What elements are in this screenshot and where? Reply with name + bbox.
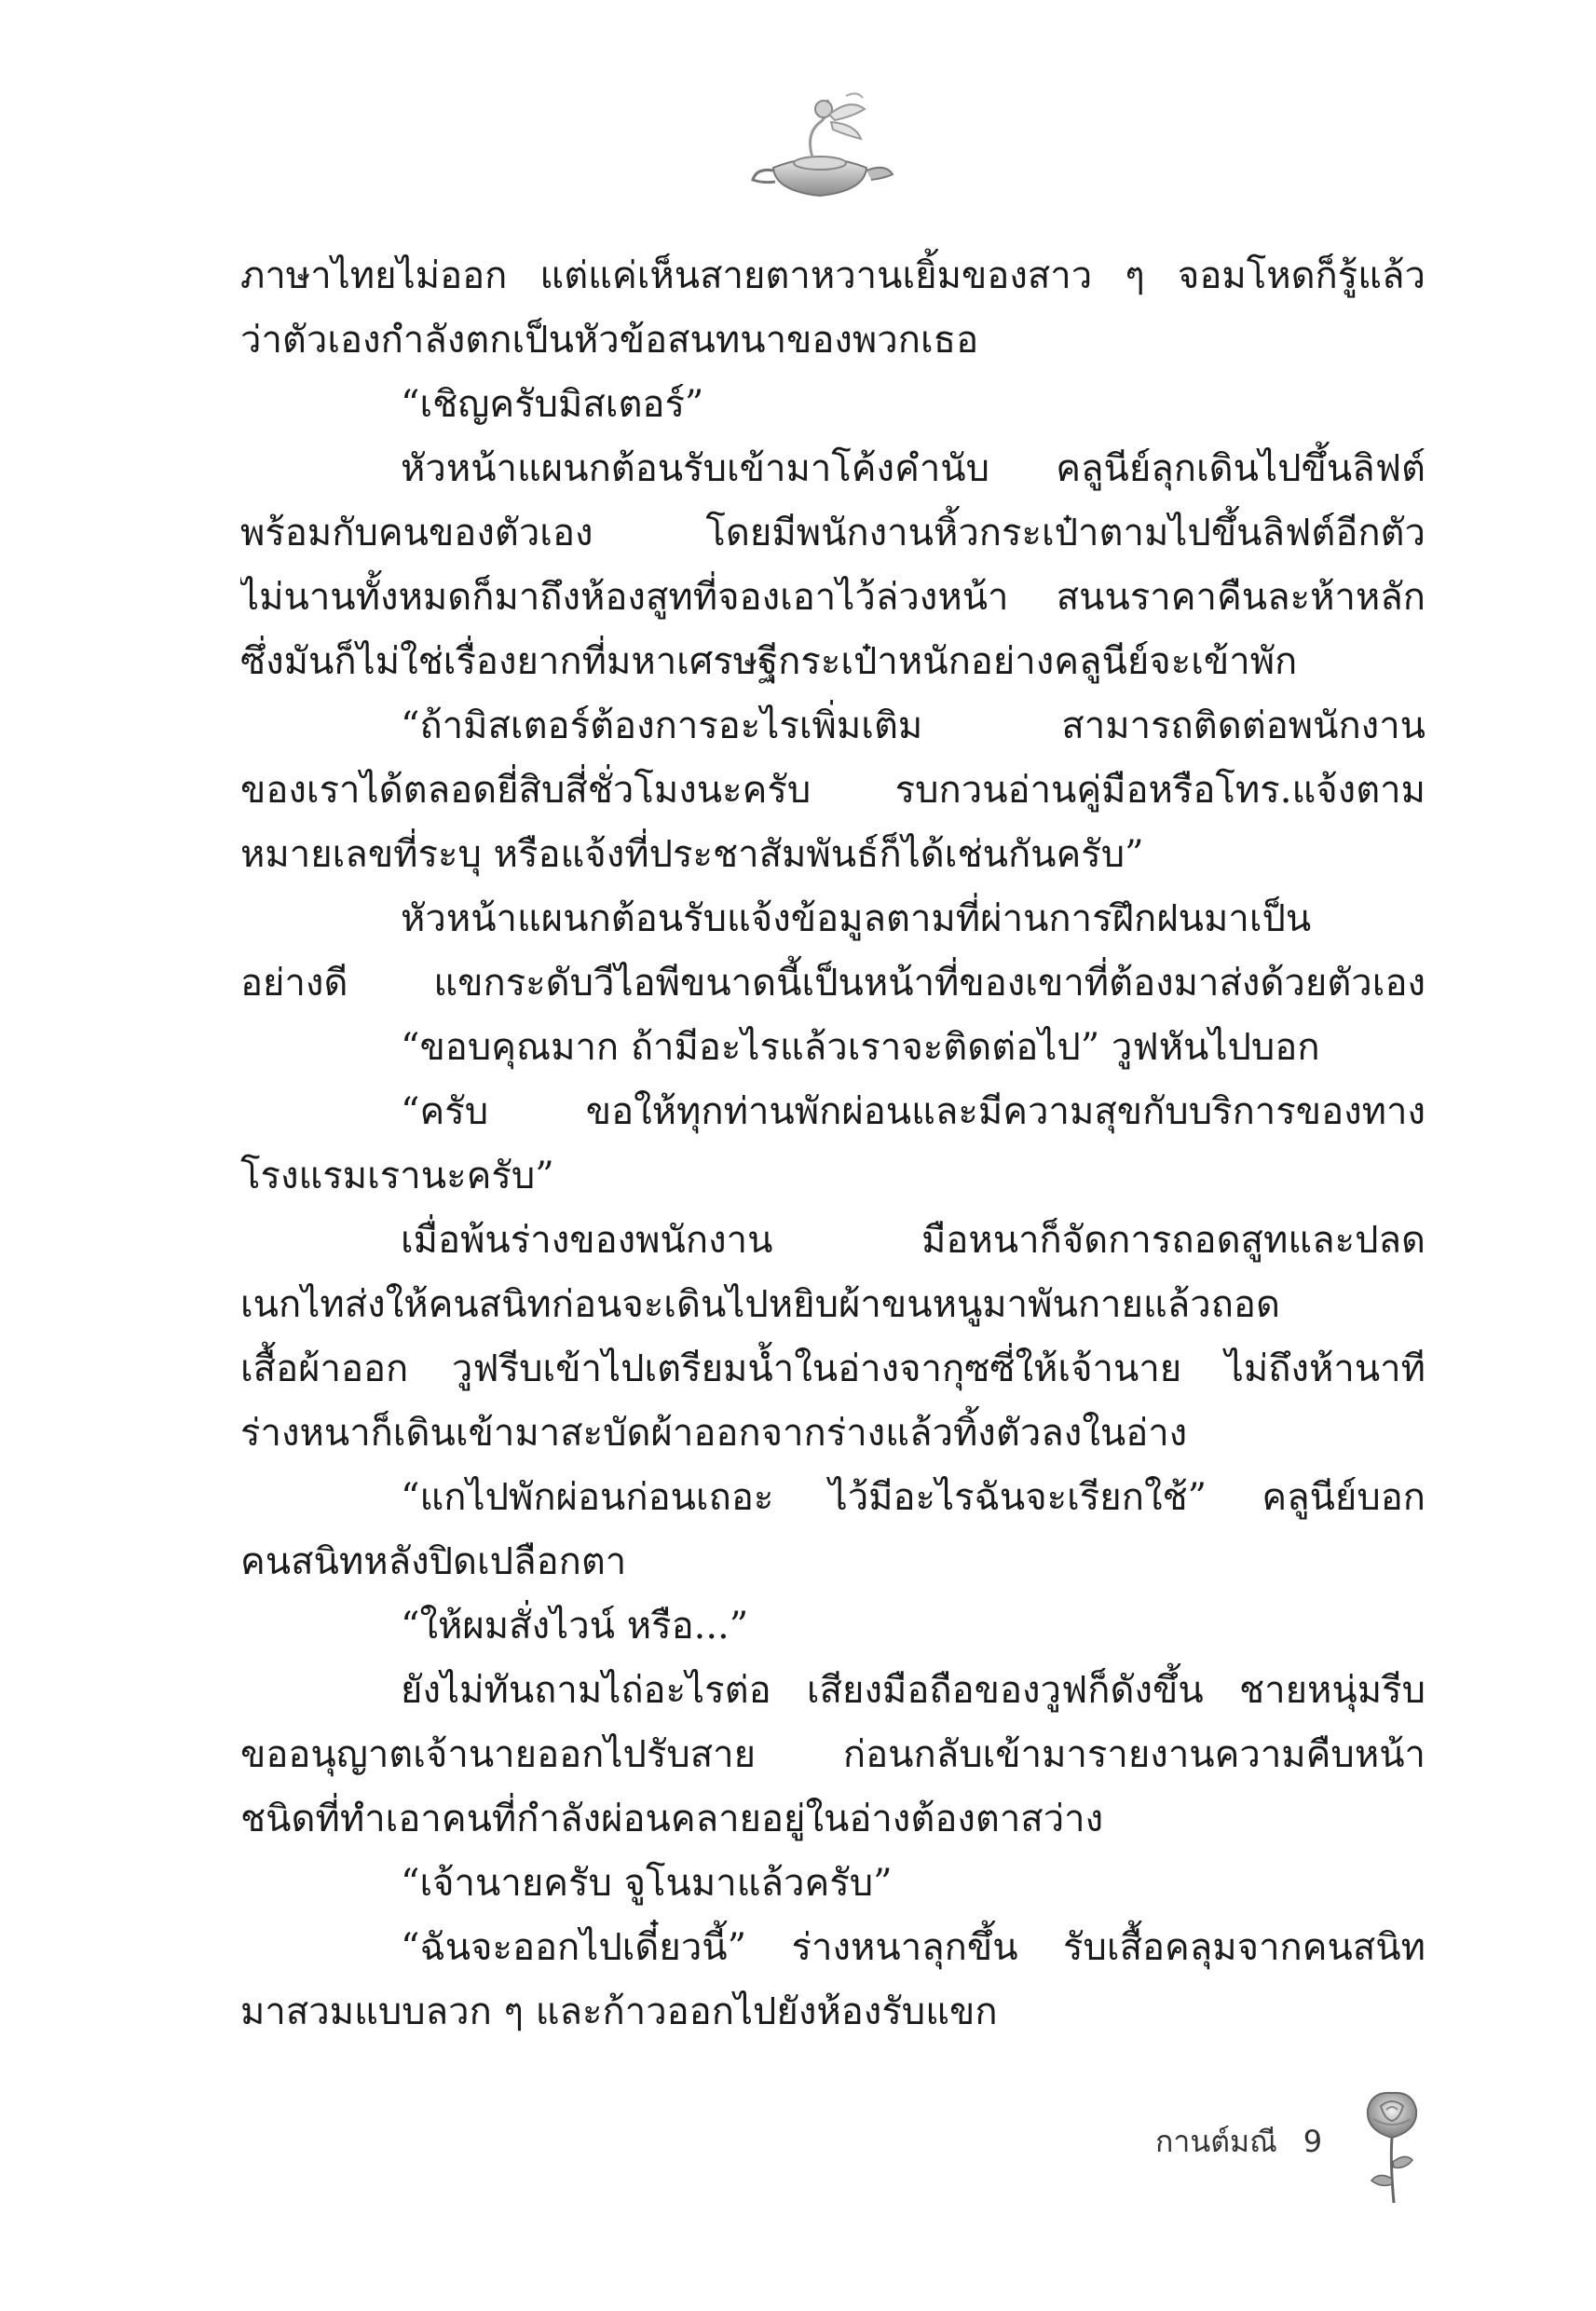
body-text: [240, 244, 1425, 2044]
page-number: 9: [1303, 2124, 1323, 2159]
text-line: ภาษาไทยไม่ออก แต่แค่เห็นสายตาหวานเยิ้มของสาว ๆ จอมโหดก็รู้แล้ว: [240, 254, 1425, 297]
fairy-lamp-icon: [745, 89, 894, 205]
text-line: หัวหน้าแผนกต้อนรับแจ้งข้อมูลตามที่ผ่านการฝึกฝนมาเป็น: [401, 897, 1312, 940]
text-line: “ถ้ามิสเตอร์ต้องการอะไรเพิ่มเติม สามารถติดต่อพนักงาน: [401, 704, 1425, 747]
text-line: เสื้อผ้าออก วูฟรีบเข้าไปเตรียมน้ำในอ่างจากุซซี่ให้เจ้านาย ไม่ถึงห้านาที: [240, 1347, 1425, 1390]
text-line: พร้อมกับคนของตัวเอง โดยมีพนักงานหิ้วกระเป๋าตามไปขึ้นลิฟต์อีกตัว: [240, 512, 1425, 554]
text-line: อย่างดี แขกระดับวีไอพีขนาดนี้เป็นหน้าที่ของเขาที่ต้องมาส่งด้วยตัวเอง: [240, 962, 1425, 1005]
rose-icon: [1362, 2087, 1422, 2208]
text-line: “ครับ ขอให้ทุกท่านพักผ่อนและมีความสุขกับบริการของทาง: [401, 1090, 1425, 1133]
text-line: ซึ่งมันก็ไม่ใช่เรื่องยากที่มหาเศรษฐีกระเป๋าหนักอย่างคลูนีย์จะเข้าพัก: [240, 640, 1298, 683]
text-line: ร่างหนาก็เดินเข้ามาสะบัดผ้าออกจากร่างแล้วทิ้งตัวลงในอ่าง: [240, 1412, 1188, 1455]
running-title: กานต์มณี: [1155, 2124, 1277, 2159]
text-line: โรงแรมเรานะครับ”: [240, 1155, 554, 1197]
text-line: “แกไปพักผ่อนก่อนเถอะ ไว้มีอะไรฉันจะเรียกใช้” คลูนีย์บอก: [401, 1476, 1425, 1519]
text-line: คนสนิทหลังปิดเปลือกตา: [240, 1540, 627, 1583]
page-footer: [1155, 2113, 1322, 2169]
text-line: “ให้ผมสั่งไวน์ หรือ...”: [401, 1605, 749, 1648]
text-line: “เชิญครับมิสเตอร์”: [401, 383, 704, 426]
text-line: หัวหน้าแผนกต้อนรับเข้ามาโค้งคำนับ คลูนีย์ลุกเดินไปขึ้นลิฟต์: [401, 447, 1425, 490]
text-line: ของเราได้ตลอดยี่สิบสี่ชั่วโมงนะครับ รบกวนอ่านคู่มือหรือโทร.แจ้งตาม: [240, 769, 1425, 812]
text-line: ว่าตัวเองกำลังตกเป็นหัวข้อสนทนาของพวกเธอ: [240, 319, 979, 362]
text-line: หมายเลขที่ระบุ หรือแจ้งที่ประชาสัมพันธ์ก็ได้เช่นกันครับ”: [240, 833, 1144, 876]
text-line: ยังไม่ทันถามไถ่อะไรต่อ เสียงมือถือของวูฟก็ดังขึ้น ชายหนุ่มรีบ: [401, 1669, 1425, 1712]
text-line: “เจ้านายครับ จูโนมาแล้วครับ”: [401, 1862, 893, 1905]
text-line: เนกไทส่งให้คนสนิทก่อนจะเดินไปหยิบผ้าขนหนูมาพันกายแล้วถอด: [240, 1283, 1280, 1326]
text-line: มาสวมแบบลวก ๆ และก้าวออกไปยังห้องรับแขก: [240, 1990, 998, 2033]
text-line: เมื่อพ้นร่างของพนักงาน มือหนาก็จัดการถอดสูทและปลด: [401, 1219, 1425, 1262]
text-line: ชนิดที่ทำเอาคนที่กำลังผ่อนคลายอยู่ในอ่างต้องตาสว่าง: [240, 1798, 1104, 1840]
text-line: “ฉันจะออกไปเดี๋ยวนี้” ร่างหนาลุกขึ้น รับเสื้อคลุมจากคนสนิท: [401, 1926, 1425, 1969]
text-line: “ขอบคุณมาก ถ้ามีอะไรแล้วเราจะติดต่อไป” วูฟหันไปบอก: [401, 1026, 1320, 1069]
text-line: ไม่นานทั้งหมดก็มาถึงห้องสูทที่จองเอาไว้ล่วงหน้า สนนราคาคืนละห้าหลัก: [240, 576, 1425, 619]
text-line: ขออนุญาตเจ้านายออกไปรับสาย ก่อนกลับเข้ามารายงานความคืบหน้า: [240, 1733, 1425, 1776]
